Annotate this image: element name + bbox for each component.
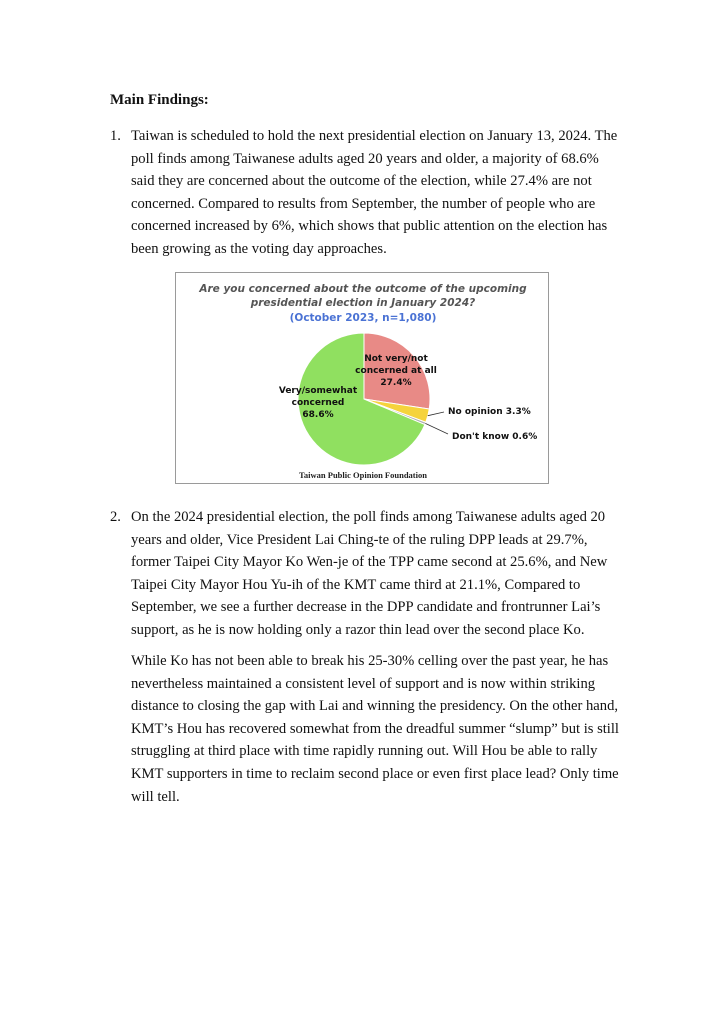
slice-label: concerned xyxy=(291,398,345,408)
item-paragraph: On the 2024 presidential election, the poll finds among Taiwanese adults aged 20 years and older, Vice President Lai Ching-te of the ruling DPP leads at 29.7%, former Taipei City Mayor Ko Wen-je of the TPP came second at 25.6%, and New Taipei City Mayor Hou Yu-ih of the KMT came third at 21.1%, Compared to September, we see a further decrease in the DPP candidate and frontrunner Lai’s support, as he is now holding only a razor thin lead over the second place Ko. xyxy=(131,509,608,638)
leader-line xyxy=(425,423,448,434)
slice-label: Very/somewhat xyxy=(278,386,358,396)
list-item xyxy=(110,125,620,261)
item-number: 1. xyxy=(110,128,121,144)
slice-label: concerned at all xyxy=(355,366,437,376)
slice-label: 27.4% xyxy=(380,378,412,388)
section-heading: Main Findings: xyxy=(110,92,209,108)
item-paragraph: Taiwan is scheduled to hold the next presidential election on January 13, 2024. The poll finds among Taiwanese adults aged 20 years and older, a majority of 68.6% said they are concerned about the outcome of the election, while 27.4% are not concerned. Compared to results from September, the number of people who are concerned increased by 6%, which shows that public attention on the election has been growing as the voting day approaches. xyxy=(131,128,618,257)
item-number: 2. xyxy=(110,509,121,525)
slice-label: No opinion 3.3% xyxy=(448,407,531,417)
chart-source: Taiwan Public Opinion Foundation xyxy=(299,470,427,480)
slice-label: 68.6% xyxy=(302,410,334,420)
item-paragraph-continued: While Ko has not been able to break his 25-30% celling over the past year, he has nevertheless maintained a consistent level of support and is now within striking distance to closing the gap with Lai and winning the presidency. On the other hand, KMT’s Hou has recovered somewhat from the dreadful summer “slump” but is still struggling at third place with time rapidly running out. Will Hou be able to rally KMT supporters in time to reclaim second place or even first place lead? Only time will tell. xyxy=(131,653,619,805)
chart-title: presidential election in January 2024? xyxy=(250,297,476,309)
leader-line xyxy=(428,412,444,416)
chart-subtitle: (October 2023, n=1,080) xyxy=(289,312,437,324)
slice-label: Don't know 0.6% xyxy=(452,432,538,442)
pie-chart-figure xyxy=(175,272,549,484)
pie-chart xyxy=(176,273,550,485)
list-item xyxy=(110,506,620,642)
chart-title: Are you concerned about the outcome of the upcoming xyxy=(199,283,527,295)
slice-label: Not very/not xyxy=(364,354,428,364)
